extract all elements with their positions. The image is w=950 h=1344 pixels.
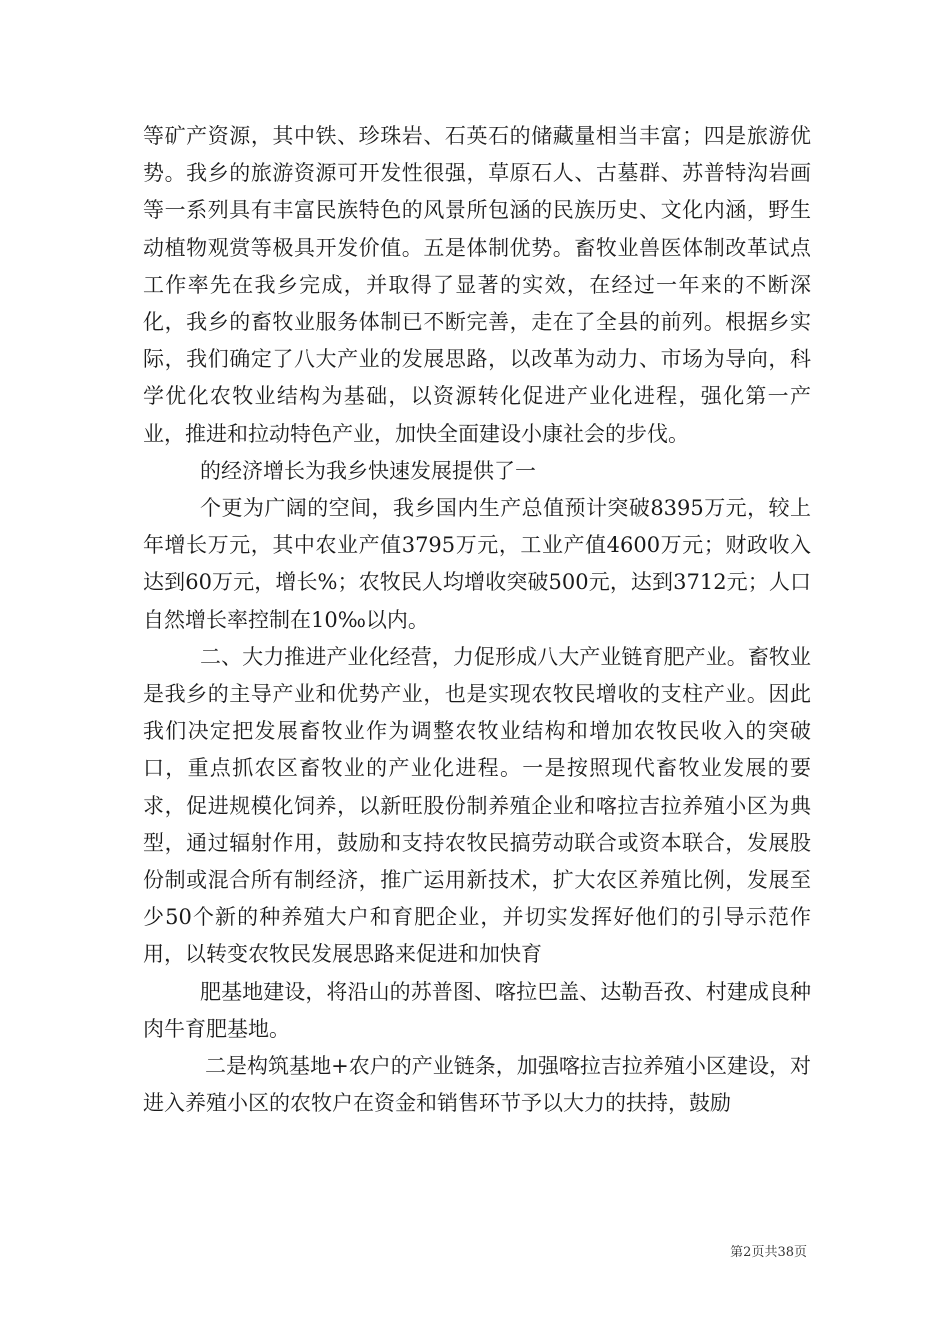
page-number: 第2页共38页 — [730, 1245, 807, 1260]
paragraph-base-household-chain: 二是构筑基地+农户的产业链条，加强喀拉吉拉养殖小区建设，对进入养殖小区的农牧户在资金和销售环节予以大力的扶持，鼓励 — [143, 1054, 811, 1116]
paragraph-economic-growth: 的经济增长为我乡快速发展提供了一 — [200, 458, 536, 483]
paragraph-resources: 等矿产资源，其中铁、珍珠岩、石英石的储藏量相当丰富；四是旅游优势。我乡的旅游资源可开发性很强，草原石人、古墓群、苏普特沟岩画等一系列具有丰富民族特色的风景所包涵的民族历史、文化内涵，野生动植物观赏等极具开发价值。五是体制优势。畜牧业兽医体制改革试点工作率先在我乡完成，并取得了显著的实效，在经过一年来的不断深化，我乡的畜牧业服务体制已不断完善，走在了全县的前列。根据乡实际，我们确定了八大产业的发展思路，以改革为动力、市场为导向，科学优化农牧业结构为基础，以资源转化促进产业化进程，强化第一产业，推进和拉动特色产业，加快全面建设小康社会的步伐。 — [143, 124, 811, 446]
paragraph-industrialization: 二、大力推进产业化经营，力促形成八大产业链育肥产业。畜牧业是我乡的主导产业和优势产业，也是实现农牧民增收的支柱产业。因此我们决定把发展畜牧业作为调整农牧业结构和增加农牧民收入的突破口，重点抓农区畜牧业的产业化进程。一是按照现代畜牧业发展的要求，促进规模化饲养，以新旺股份制养殖企业和喀拉吉拉养殖小区为典型，通过辐射作用，鼓励和支持农牧民搞劳动联合或资本联合，发展股份制或混合所有制经济，推广运用新技术，扩大农区养殖比例，发展至少50个新的种养殖大户和育肥企业，并切实发挥好他们的引导示范作用，以转变农牧民发展思路来促进和加快育 — [143, 644, 811, 967]
paragraph-fattening-base: 肥基地建设，将沿山的苏普图、喀拉巴盖、达勒吾孜、村建成良种肉牛育肥基地。 — [143, 979, 811, 1041]
paragraph-gdp-figures: 个更为广阔的空间，我乡国内生产总值预计突破8395万元，较上年增长万元，其中农业产值3795万元，工业产值4600万元；财政收入达到60万元，增长%；农牧民人均增收突破500元，达到3712元；人口自然增长率控制在10‰以内。 — [143, 496, 811, 632]
document-body — [143, 118, 811, 1122]
